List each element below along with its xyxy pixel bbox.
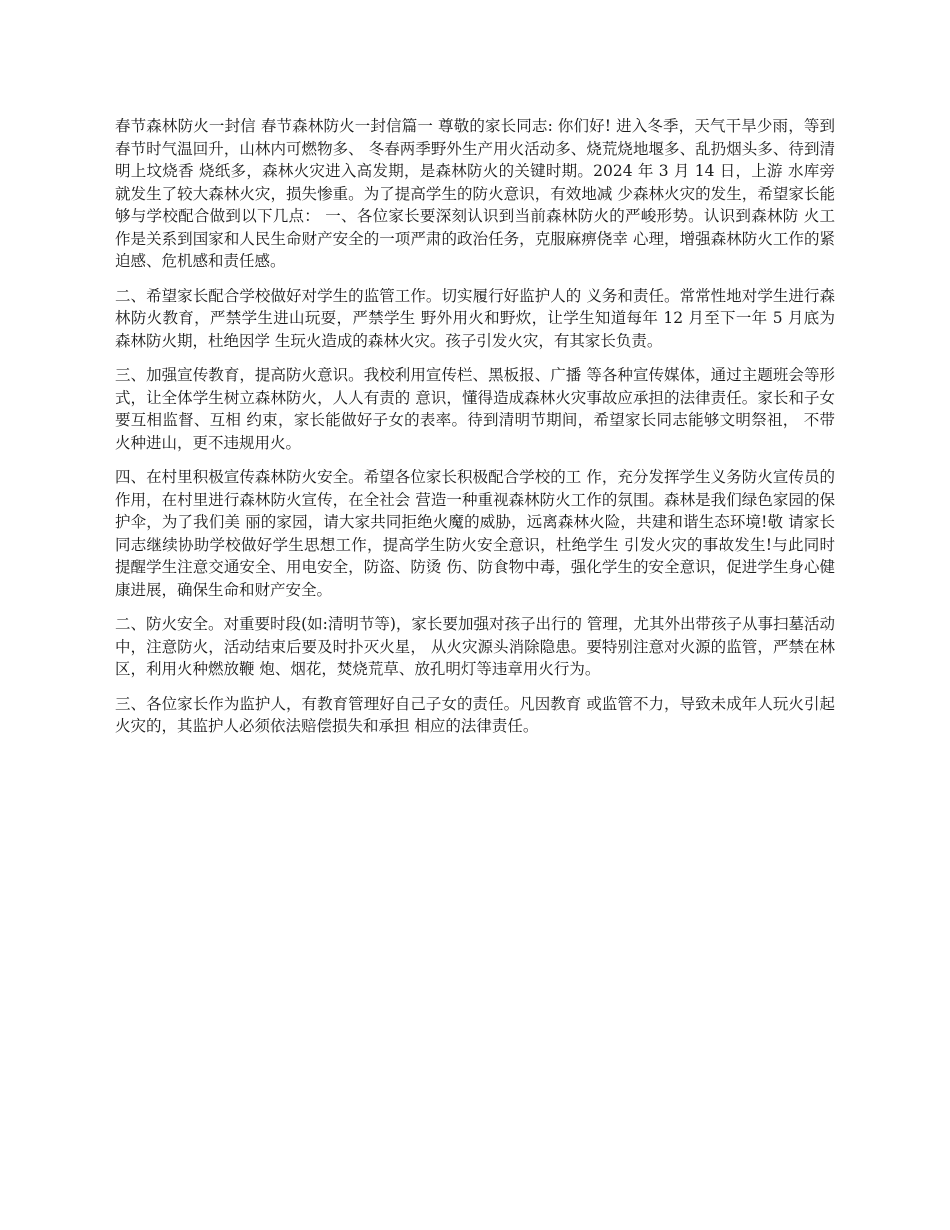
paragraph-village-publicity: 四、在村里积极宣传森林防火安全。希望各位家长积极配合学校的工 作，充分发挥学生义务防火宣传员的作用，在村里进行森林防火宣传，在全社会 营造一种重视森林防火工作的氛围。森林是我们绿色家园的保护伞，为了我们美 丽的家园，请大家共同拒绝火魔的威胁，远离森林火险，共建和谐生态环境!敬 请家长同志继续协助学校做好学生思想工作，提高学生防火安全意识，杜绝学生 引发火灾的事故发生!与此同时提醒学生注意交通安全、用电安全，防盗、防烫 伤、防食物中毒，强化学生的安全意识，促进学生身心健康进展，确保生命和财产安全。	[115, 468, 835, 599]
paragraph-supervision: 二、希望家长配合学校做好对学生的监管工作。切实履行好监护人的 义务和责任。常常性地对学生进行森林防火教育，严禁学生进山玩耍，严禁学生 野外用火和野炊，让学生知道每年 12 月至下一年 5 月底为森林防火期，杜绝因学 生玩火造成的森林火灾。孩子引发火灾，有其家长负责。	[115, 286, 835, 350]
paragraph-intro: 春节森林防火一封信 春节森林防火一封信篇一 尊敬的家长同志: 你们好! 进入冬季，天气干旱少雨，等到春节时气温回升，山林内可燃物多、 冬春两季野外生产用火活动多、烧荒烧地堰多、乱扔烟头多、待到清明上坟烧香 烧纸多，森林火灾进入高发期，是森林防火的关键时期。2024 年 3 月 14 日，上游 水库旁就发生了较大森林火灾，损失惨重。为了提高学生的防火意识，有效地减 少森林火灾的发生，希望家长能够与学校配合做到以下几点： 一、各位家长要深刻认识到当前森林防火的严峻形势。认识到森林防 火工作是关系到国家和人民生命财产安全的一项严肃的政治任务，克服麻痹侥幸 心理，增强森林防火工作的紧迫感、危机感和责任感。	[115, 117, 835, 270]
paragraph-fire-safety: 二、防火安全。对重要时段(如:清明节等)，家长要加强对孩子出行的 管理，尤其外出带孩子从事扫墓活动中，注意防火，活动结束后要及时扑灭火星， 从火灾源头消除隐患。要特别注意对火源的监管，严禁在林区，利用火种燃放鞭 炮、烟花，焚烧荒草、放孔明灯等违章用火行为。	[115, 615, 835, 678]
document-body	[115, 115, 835, 750]
paragraph-publicity-education: 三、加强宣传教育，提高防火意识。我校利用宣传栏、黑板报、广播 等各种宣传媒体，通过主题班会等形式，让全体学生树立森林防火，人人有责的 意识，懂得造成森林火灾事故应承担的法律责任。家长和子女要互相监督、互相 约束，家长能做好子女的表率。待到清明节期间，希望家长同志能够文明祭祖， 不带火种进山，更不违规用火。	[115, 366, 835, 452]
paragraph-guardian-responsibility: 三、各位家长作为监护人，有教育管理好自己子女的责任。凡因教育 或监管不力，导致未成年人玩火引起火灾的，其监护人必须依法赔偿损失和承担 相应的法律责任。	[115, 694, 835, 735]
